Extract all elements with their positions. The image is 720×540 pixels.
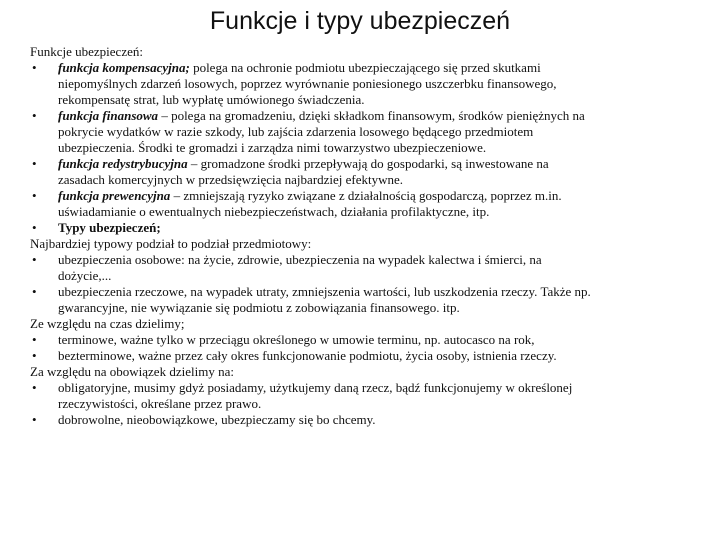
bullet-icon: • bbox=[32, 188, 37, 203]
list-item-function-compensation bbox=[30, 60, 720, 108]
type-text: dożycie,... bbox=[58, 268, 112, 283]
bullet-icon: • bbox=[32, 284, 37, 299]
list-item-time-type bbox=[30, 332, 720, 348]
time-intro: Ze względu na czas dzielimy; bbox=[30, 316, 185, 331]
function-text: polega na ochronie podmiotu ubezpieczającego się przed skutkami bbox=[189, 60, 541, 75]
bullet-icon: • bbox=[32, 380, 37, 395]
function-name: funkcja redystrybucyjna bbox=[58, 156, 188, 171]
bullet-icon: • bbox=[32, 348, 37, 363]
functions-heading: Funkcje ubezpieczeń: bbox=[30, 44, 143, 59]
list-item-subject-type bbox=[30, 284, 720, 316]
function-text: – zmniejszają ryzyko związane z działalnością gospodarczą, poprzez m.in. bbox=[170, 188, 562, 203]
function-text: niepomyślnych zdarzeń losowych, poprzez wyrównanie poniesionego uszczerbku finansowego, bbox=[58, 76, 557, 91]
function-name: funkcja kompensacyjna; bbox=[58, 60, 190, 75]
list-item-subject-type bbox=[30, 252, 720, 284]
bullet-icon: • bbox=[32, 156, 37, 171]
types-heading: Typy ubezpieczeń; bbox=[58, 220, 161, 235]
function-text: – polega na gromadzeniu, dzięki składkom finansowym, środków pieniężnych na bbox=[158, 108, 585, 123]
function-text: zasadach komercyjnych w przedsięwzięcia najbardziej efektywne. bbox=[58, 172, 404, 187]
bullet-icon: • bbox=[32, 252, 37, 267]
function-name: funkcja finansowa bbox=[58, 108, 159, 123]
function-name: funkcja prewencyjna bbox=[58, 188, 171, 203]
list-item-function-financial bbox=[30, 108, 720, 156]
type-text: bezterminowe, ważne przez cały okres funkcjonowanie podmiotu, życia osoby, istnienia rzeczy. bbox=[58, 348, 557, 363]
type-text: obligatoryjne, musimy gdyż posiadamy, użytkujemy daną rzecz, bądź funkcjonujemy w określonej bbox=[58, 380, 573, 395]
list-item-types-heading bbox=[30, 220, 720, 236]
function-text: pokrycie wydatków w razie szkody, lub zajścia zdarzenia losowego będącego przedmiotem bbox=[58, 124, 534, 139]
type-text: ubezpieczenia osobowe: na życie, zdrowie, ubezpieczenia na wypadek kalectwa i śmierci, na bbox=[58, 252, 542, 267]
type-text: ubezpieczenia rzeczowe, na wypadek utraty, zmniejszenia wartości, lub uszkodzenia rzeczy. Także np. bbox=[58, 284, 591, 299]
bullet-icon: • bbox=[32, 332, 37, 347]
type-text: rzeczywistości, określane przez prawo. bbox=[58, 396, 262, 411]
bullet-icon: • bbox=[32, 60, 37, 75]
list-item-function-redistribution bbox=[30, 156, 720, 188]
list-item-time-type bbox=[30, 348, 720, 364]
function-text: ubezpieczenia. Środki te gromadzi i zarządza nimi towarzystwo ubezpieczeniowe. bbox=[58, 140, 487, 155]
list-item-obligation-type bbox=[30, 380, 720, 412]
type-text: dobrowolne, nieobowiązkowe, ubezpieczamy się bo chcemy. bbox=[58, 412, 376, 427]
list-item-function-preventive bbox=[30, 188, 720, 220]
function-text: – gromadzone środki przepływają do gospodarki, są inwestowane na bbox=[187, 156, 549, 171]
bullet-icon: • bbox=[32, 108, 37, 123]
function-text: uświadamianie o ewentualnych niebezpieczeństwach, działania profilaktyczne, itp. bbox=[58, 204, 490, 219]
types-intro: Najbardziej typowy podział to podział przedmiotowy: bbox=[30, 236, 312, 251]
slide-title: Funkcje i typy ubezpieczeń bbox=[209, 7, 511, 35]
function-text: rekompensatę strat, lub wypłatę umówionego świadczenia. bbox=[58, 92, 365, 107]
type-text: terminowe, ważne tylko w przeciągu określonego w umowie terminu, np. autocasco na rok, bbox=[58, 332, 535, 347]
bullet-icon: • bbox=[32, 220, 37, 235]
slide-content bbox=[30, 44, 720, 428]
list-item-obligation-type bbox=[30, 412, 720, 428]
type-text: gwarancyjne, nie wywiązanie się podmiotu z zobowiązania finansowego. itp. bbox=[58, 300, 460, 315]
bullet-icon: • bbox=[32, 412, 37, 427]
obligation-intro: Za względu na obowiązek dzielimy na: bbox=[30, 364, 234, 379]
